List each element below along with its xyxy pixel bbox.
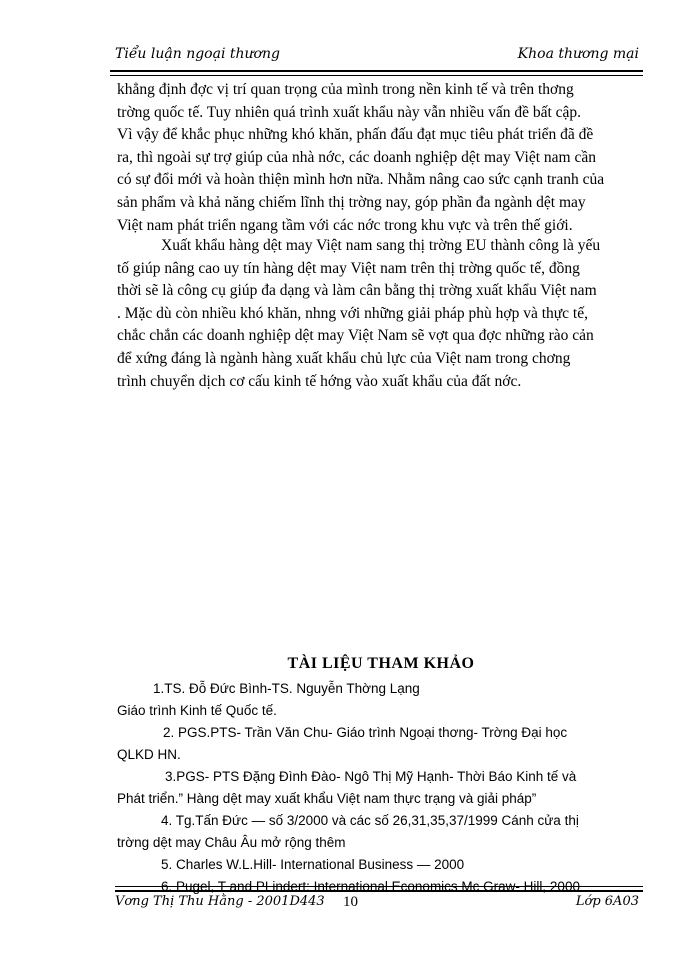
header-right-text: Khoa thương mại [517,46,639,62]
paragraph-line: tố giúp nâng cao uy tín hàng dệt may Việt nam trên thị trờng quốc tế, đồng [117,259,580,277]
reference-line: 2. PGS.PTS- Trần Văn Chu- Giáo trình Ngoại thơng- Trờng Đại học [163,725,568,740]
footer-author: Vơng Thị Thu Hằng - 2001D443 [115,894,325,909]
paragraph-line: khẳng định đợc vị trí quan trọng của mình trong nền kinh tế và trên thơng [117,81,574,98]
paragraph-line: sản phẩm và khả năng chiếm lĩnh thị trờng nay, góp phần đa ngành dệt may [117,193,586,211]
reference-line: Phát triển.” Hàng dệt may xuất khẩu Việt nam thực trạng và giải pháp” [117,791,537,806]
reference-item [117,766,645,810]
references-list [117,678,645,898]
paragraph-1 [117,79,645,237]
reference-item [117,854,645,876]
reference-line: 6. Pugel, T and PLindert: International Economics Mc Graw- Hill, 2000 [161,879,580,894]
paragraph-line: Xuất khẩu hàng dệt may Việt nam sang thị trờng EU thành công là yếu [161,237,601,254]
footer-rule-thin [115,886,643,887]
reference-line: 5. Charles W.L.Hill- International Business — 2000 [161,857,465,872]
references-title: TÀI LIỆU THAM KHẢO [287,655,475,672]
page-number: 10 [343,894,358,910]
reference-line: 3.PGS- PTS Đặng Đình Đào- Ngô Thị Mỹ Hạnh- Thời Báo Kinh tế và [165,769,577,784]
page-header [115,46,639,72]
paragraph-line: ra, thì ngoài sự trợ giúp của nhà nớc, các doanh nghiệp dệt may Việt nam cần [117,148,596,166]
reference-line: trờng dệt may Châu Âu mở rộng thêm [117,835,346,850]
footer-rule-thick [115,890,643,892]
paragraph-line: trình chuyển dịch cơ cấu kinh tế hớng vào xuất khẩu của đất nớc. [117,372,522,390]
reference-line: QLKD HN. [117,747,181,762]
page-footer [115,894,639,916]
paragraph-line: . Mặc dù còn nhiều khó khăn, nhng với những giải pháp phù hợp và thực tế, [117,304,588,322]
paragraph-line: chắc chắn các doanh nghiệp dệt may Việt Nam sẽ vợt qua đợc những rào cản [117,327,594,345]
paragraph-line: có sự đổi mới và hoàn thiện mình hơn nữa. Nhằm nâng cao sức cạnh tranh của [117,171,605,189]
reference-line: 1.TS. Đỗ Đức Bình-TS. Nguyễn Thờng Lạng [153,681,420,696]
paragraph-line: thời sẽ là công cụ giúp đa dạng và làm cân bằng thị trờng xuất khẩu Việt nam [117,282,597,300]
paragraph-line: Việt nam phát triển ngang tầm với các nớc trong khu vực và trên thế giới. [117,216,573,234]
paragraph-2 [117,235,645,393]
footer-class: Lớp 6A03 [575,894,639,909]
header-rule-thin [110,75,643,76]
paragraph-line: Vì vậy để khắc phục những khó khăn, phấn đấu đạt mục tiêu phát triển đã đề [117,126,594,144]
paragraph-line: để xứng đáng là ngành hàng xuất khẩu chủ lực của Việt nam trong chơng [117,349,571,367]
header-rule-thick [110,70,643,72]
reference-item [117,722,645,766]
reference-line: Giáo trình Kinh tế Quốc tế. [117,703,277,718]
reference-line: 4. Tg.Tấn Đức — số 3/2000 và các số 26,31,35,37/1999 Cánh cửa thị [161,813,579,828]
paragraph-line: trờng quốc tế. Tuy nhiên quá trình xuất khẩu này vẫn nhiều vấn đề bất cập. [117,103,582,121]
header-left-text: Tiểu luận ngoại thương [115,46,280,62]
reference-item [117,810,645,854]
reference-item [117,678,645,722]
